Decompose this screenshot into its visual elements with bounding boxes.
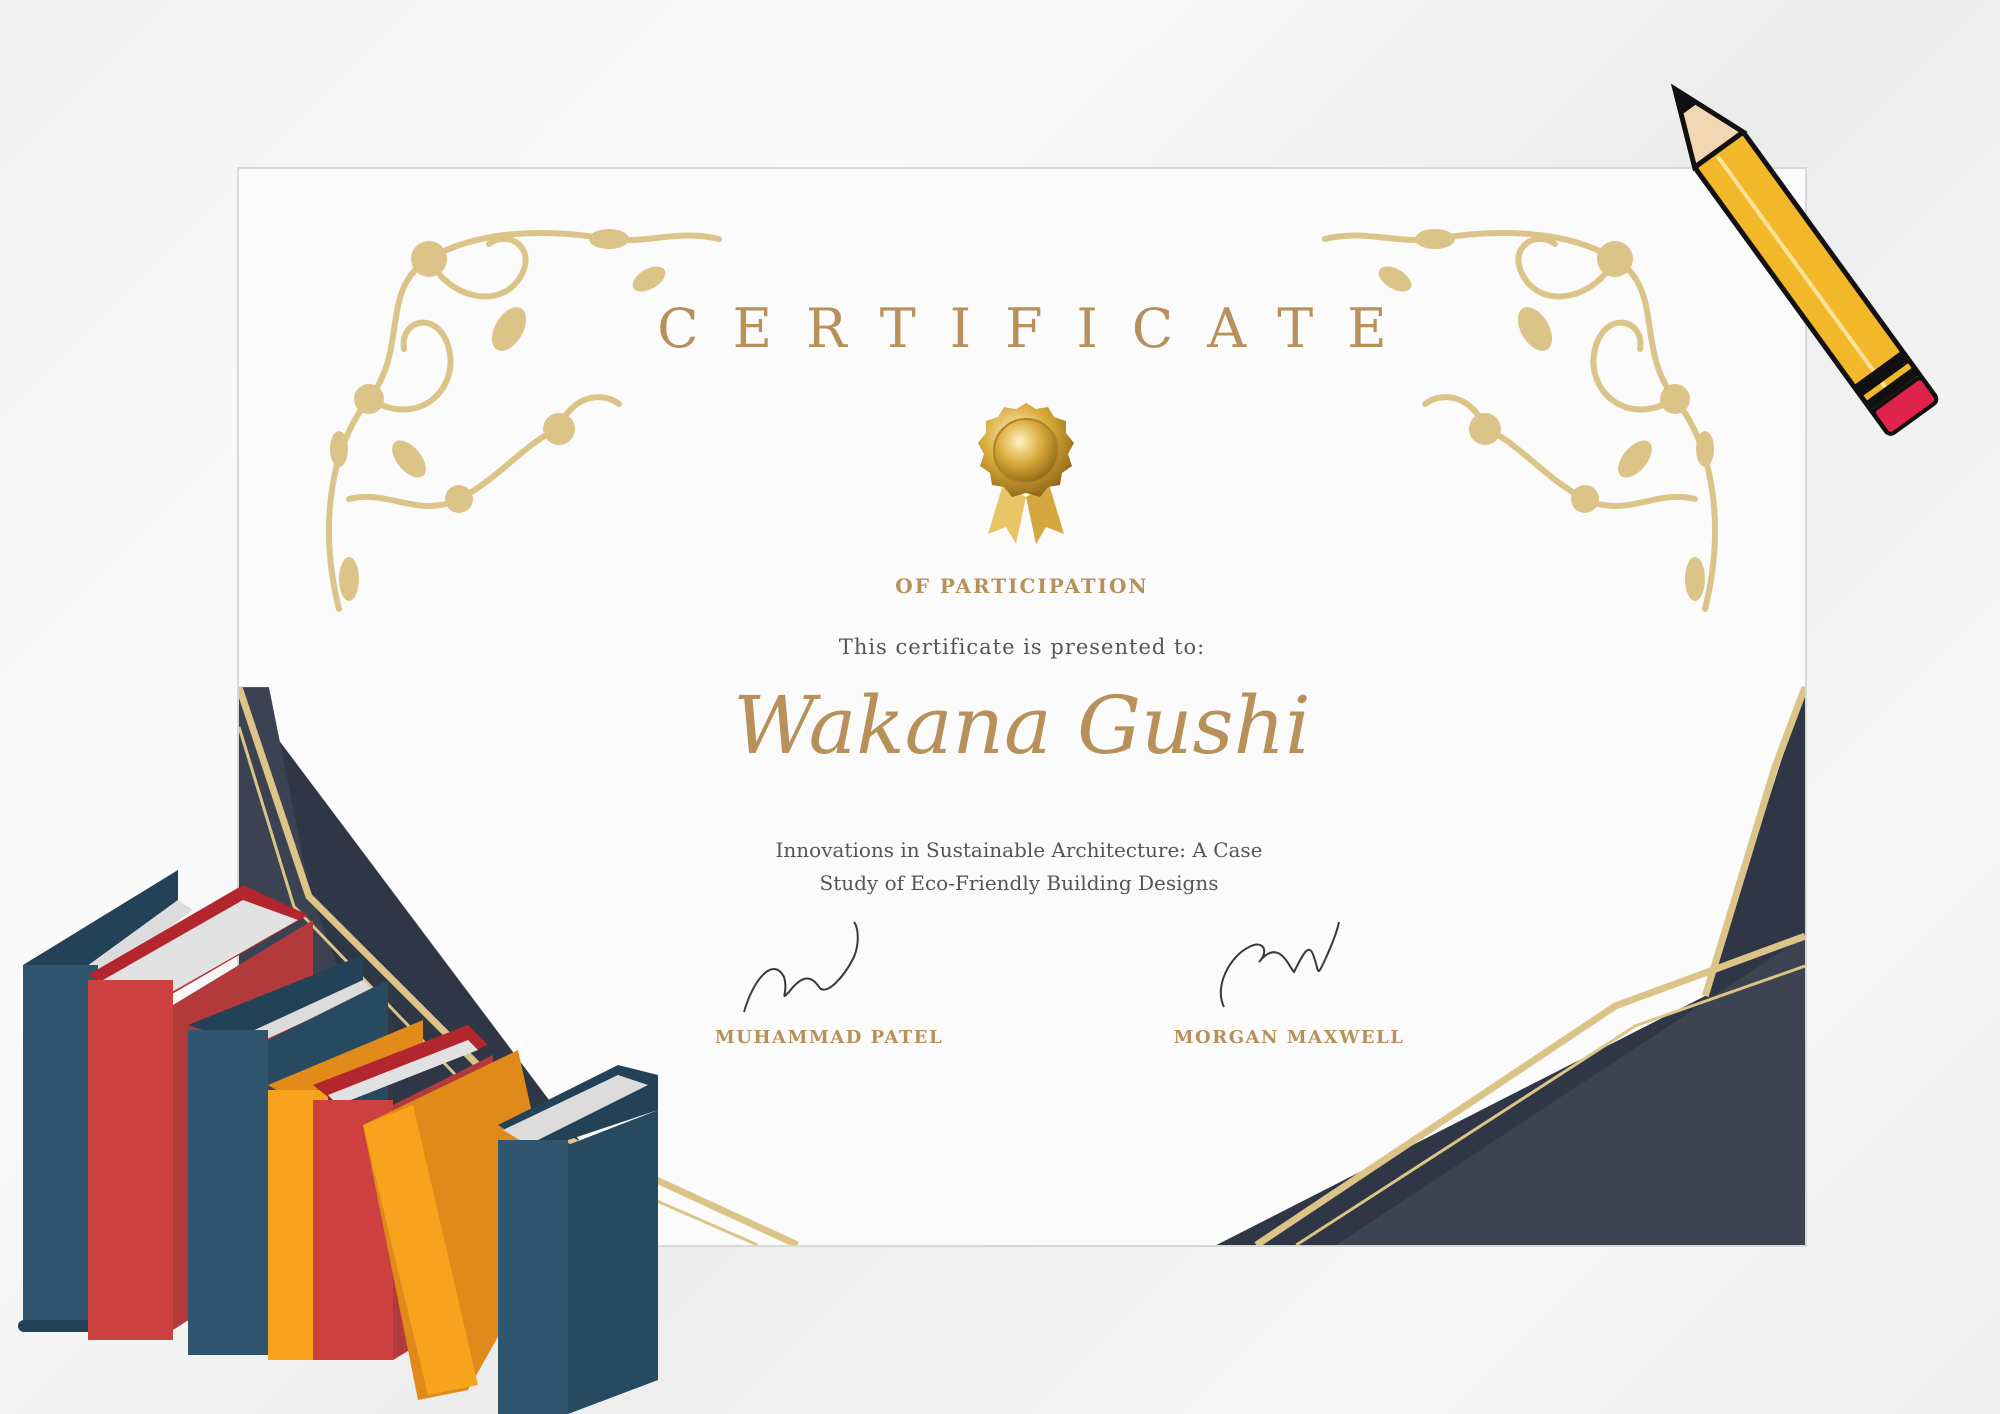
pencil-icon [1640, 50, 1980, 500]
certificate-title: CERTIFICATE [657, 297, 1421, 360]
signer-2-name: MORGAN MAXWELL [1173, 1027, 1405, 1048]
description [719, 834, 1319, 900]
book-stack-icon [18, 860, 658, 1414]
signer-1-name: MUHAMMAD PATEL [714, 1027, 944, 1048]
presented-to-text: This certificate is presented to: [838, 635, 1206, 659]
description-line-1: Innovations in Sustainable Architecture: A Case [775, 838, 1263, 862]
recipient-name: Wakana Gushi [733, 679, 1311, 772]
certificate-subtitle: OF PARTICIPATION [895, 574, 1149, 598]
signature-1 [734, 917, 874, 1017]
gold-medal-icon [968, 399, 1084, 547]
floral-ornament-left [309, 199, 729, 639]
description-line-2: Study of Eco-Friendly Building Designs [819, 871, 1219, 895]
signature-2 [1209, 917, 1349, 1017]
